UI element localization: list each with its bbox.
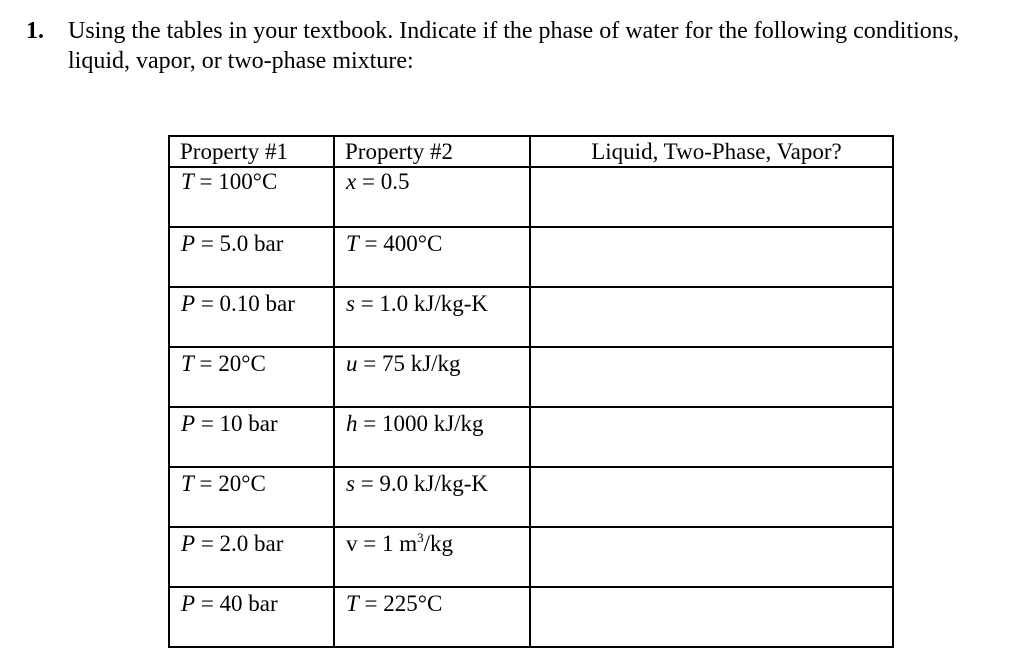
property-value: = 9.0 kJ/kg-K: [354, 471, 489, 496]
property-2-cell: [334, 167, 530, 227]
property-value: = 1000 kJ/kg: [357, 411, 484, 436]
property-symbol: T: [181, 471, 194, 496]
property-value: = 0.5: [356, 169, 410, 194]
property-symbol: T: [181, 351, 194, 376]
property-value: = 20°C: [193, 351, 266, 376]
superscript-exponent: 3: [417, 530, 424, 545]
property-1-cell: [169, 587, 334, 647]
phase-answer-cell[interactable]: [530, 167, 893, 227]
phase-answer-cell[interactable]: [530, 527, 893, 587]
property-value: = 225°C: [358, 591, 443, 616]
phase-answer-cell[interactable]: [530, 407, 893, 467]
header-property-1: Property #1: [169, 136, 334, 167]
question-text-line-1: Using the tables in your textbook. Indicate if the phase of water for the following conditions,: [68, 18, 960, 44]
table-row: [169, 587, 893, 647]
property-symbol: h: [346, 411, 358, 436]
property-symbol: x: [346, 169, 357, 194]
property-1-cell: [169, 287, 334, 347]
question-text-line-2: liquid, vapor, or two-phase mixture:: [68, 48, 414, 74]
property-2-cell: [334, 227, 530, 287]
property-symbol: P: [181, 411, 196, 436]
property-1-cell: [169, 527, 334, 587]
question-number: 1.: [26, 18, 44, 44]
property-symbol: s: [346, 471, 355, 496]
property-2-cell: [334, 467, 530, 527]
header-property-2: Property #2: [334, 136, 530, 167]
property-symbol: P: [181, 531, 196, 556]
table-row: [169, 227, 893, 287]
table-row: [169, 167, 893, 227]
property-1-cell: [169, 407, 334, 467]
property-symbol: P: [181, 231, 196, 256]
property-symbol: P: [181, 291, 196, 316]
table-row: [169, 467, 893, 527]
property-value: = 400°C: [358, 231, 443, 256]
table-row: [169, 347, 893, 407]
property-value: = 5.0 bar: [195, 231, 284, 256]
phase-answer-cell[interactable]: [530, 467, 893, 527]
property-2-cell: [334, 587, 530, 647]
property-value: = 0.10 bar: [195, 291, 295, 316]
property-symbol: v: [346, 531, 358, 556]
property-symbol: T: [346, 231, 359, 256]
property-value: = 2.0 bar: [195, 531, 284, 556]
property-value: = 75 kJ/kg: [357, 351, 461, 376]
property-symbol: T: [181, 169, 194, 194]
table-header-row: [169, 136, 893, 167]
property-2-cell: [334, 407, 530, 467]
property-1-cell: [169, 347, 334, 407]
property-value: = 20°C: [193, 471, 266, 496]
property-value: = 40 bar: [195, 591, 278, 616]
property-symbol: P: [181, 591, 196, 616]
property-value: = 1 m: [357, 531, 418, 556]
table-row: [169, 407, 893, 467]
phase-answer-cell[interactable]: [530, 587, 893, 647]
table-row: [169, 287, 893, 347]
property-2-cell: [334, 287, 530, 347]
table-row: [169, 527, 893, 587]
properties-table: [168, 135, 894, 648]
property-2-cell: [334, 527, 530, 587]
property-1-cell: [169, 467, 334, 527]
property-symbol: u: [346, 351, 358, 376]
property-value: = 1.0 kJ/kg-K: [354, 291, 489, 316]
property-1-cell: [169, 227, 334, 287]
phase-answer-cell[interactable]: [530, 287, 893, 347]
property-symbol: T: [346, 591, 359, 616]
property-1-cell: [169, 167, 334, 227]
header-phase: Liquid, Two-Phase, Vapor?: [530, 136, 893, 167]
property-2-cell: [334, 347, 530, 407]
phase-answer-cell[interactable]: [530, 347, 893, 407]
property-symbol: s: [346, 291, 355, 316]
property-unit-tail: /kg: [423, 531, 454, 556]
property-value: = 10 bar: [195, 411, 278, 436]
property-value: = 100°C: [193, 169, 278, 194]
phase-answer-cell[interactable]: [530, 227, 893, 287]
